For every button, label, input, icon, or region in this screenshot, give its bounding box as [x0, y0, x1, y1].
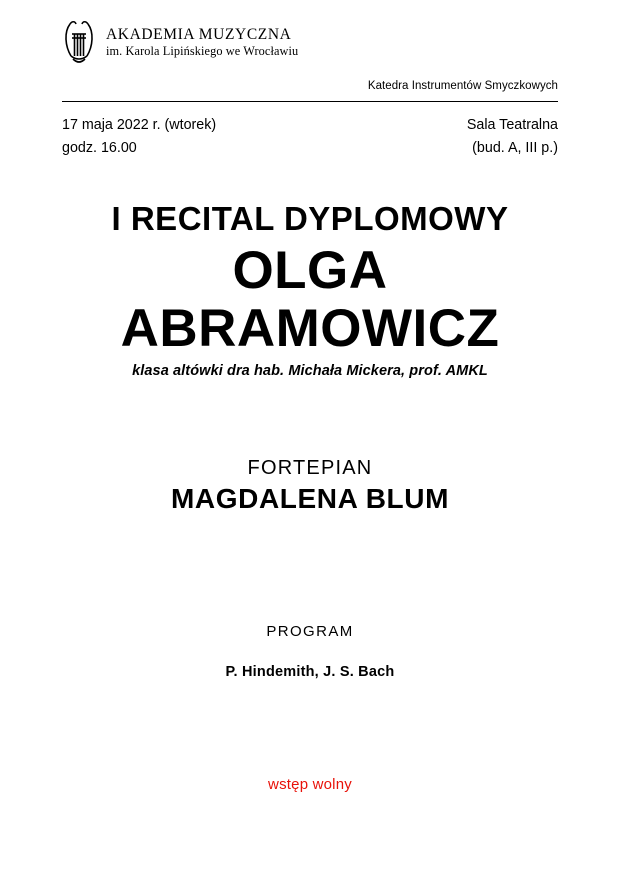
venue-detail: (bud. A, III p.)	[472, 139, 558, 156]
event-time: godz. 16.00	[62, 139, 137, 156]
artist-name	[0, 242, 620, 356]
event-title: I RECITAL DYPLOMOWY	[111, 199, 509, 237]
venue-name: Sala Teatralna	[466, 117, 558, 133]
program-items: P. Hindemith, J. S. Bach	[225, 663, 395, 680]
accompanist-instrument: FORTEPIAN	[247, 456, 373, 479]
accompanist-block	[0, 457, 620, 515]
event-date: 17 maja 2022 r. (wtorek)	[62, 117, 217, 133]
artist-first-name: OLGA	[232, 241, 388, 301]
free-entry-note: wstęp wolny	[268, 775, 352, 793]
poster-footer	[0, 776, 620, 793]
event-venue	[467, 114, 558, 160]
school-name: AKADEMIA MUZYCZNA	[106, 25, 292, 43]
program-block	[0, 623, 620, 680]
lyre-icon	[62, 18, 96, 66]
accompanist-name: MAGDALENA BLUM	[171, 482, 449, 514]
event-datetime	[62, 114, 216, 160]
artist-last-name: ABRAMOWICZ	[120, 298, 500, 358]
program-label: PROGRAM	[266, 622, 354, 640]
poster-header	[0, 0, 620, 66]
department-label: Katedra Instrumentów Smyczkowych	[367, 80, 558, 92]
school-identity	[106, 25, 298, 60]
event-titles	[0, 199, 620, 379]
artist-class-line: klasa altówki dra hab. Michała Mickera, prof. AMKL	[132, 362, 488, 379]
school-subtitle: im. Karola Lipińskiego we Wrocławiu	[106, 44, 299, 58]
event-meta	[0, 102, 620, 160]
